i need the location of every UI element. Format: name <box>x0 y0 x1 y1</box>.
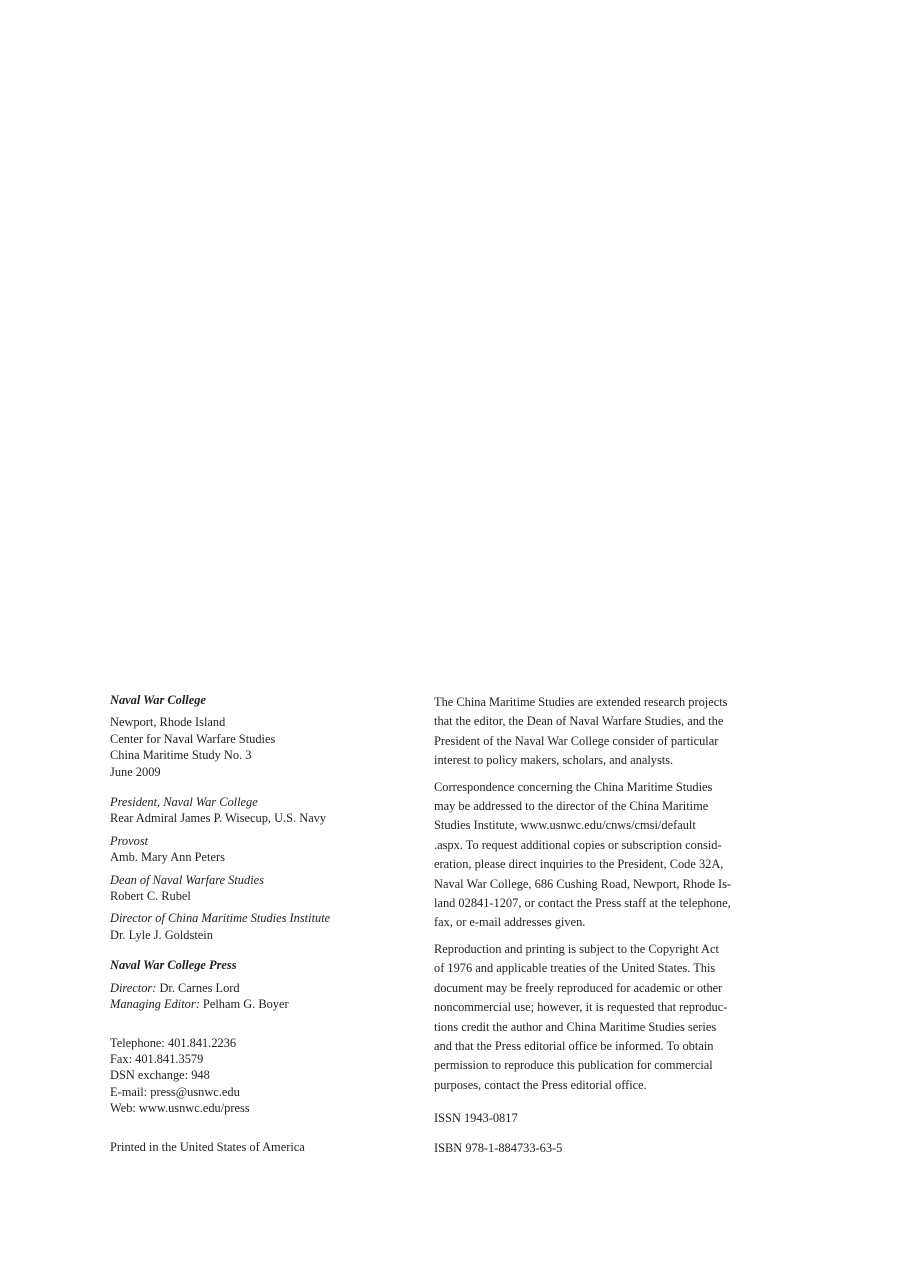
press-heading: Naval War College Press <box>110 958 237 973</box>
paragraph-line: eration, please direct inquiries to the President, Code 32A, <box>434 857 724 872</box>
paragraph-line: purposes, contact the Press editorial office. <box>434 1077 647 1092</box>
provost-name: Amb. Mary Ann Peters <box>110 850 225 865</box>
paragraph-line: Naval War College, 686 Cushing Road, Newport, Rhode Is- <box>434 876 732 891</box>
paragraph-line: noncommercial use; however, it is requested that reproduc- <box>434 1000 728 1015</box>
dsn-exchange: DSN exchange: 948 <box>110 1068 210 1083</box>
president-name: Rear Admiral James P. Wisecup, U.S. Navy <box>110 811 327 826</box>
correspondence-paragraph <box>434 778 764 933</box>
location-line: China Maritime Study No. 3 <box>110 748 252 763</box>
provost-block <box>110 833 400 866</box>
managing-editor-line <box>110 996 400 1012</box>
paragraph-line: that the editor, the Dean of Naval Warfare Studies, and the <box>434 714 724 729</box>
paragraph-line: land 02841-1207, or contact the Press staff at the telephone, <box>434 896 731 911</box>
paragraph-line: document may be freely reproduced for academic or other <box>434 980 723 995</box>
series-description-paragraph <box>434 693 764 771</box>
director-cmsi-title: Director of China Maritime Studies Institute <box>110 911 331 926</box>
contact-block <box>110 1035 400 1117</box>
college-heading: Naval War College <box>110 693 206 707</box>
colophon-right-column <box>434 693 764 1158</box>
location-line: Newport, Rhode Island <box>110 715 226 730</box>
paragraph-line: tions credit the author and China Maritime Studies series <box>434 1019 717 1034</box>
paragraph-line: Reproduction and printing is subject to the Copyright Act <box>434 941 719 956</box>
location-block <box>110 714 400 780</box>
email: E-mail: press@usnwc.edu <box>110 1084 240 1099</box>
issn: ISSN 1943-0817 <box>434 1111 518 1126</box>
fax: Fax: 401.841.3579 <box>110 1051 204 1066</box>
managing-editor-label: Managing Editor: <box>110 997 200 1012</box>
paragraph-line: permission to reproduce this publication for commercial <box>434 1058 713 1073</box>
paragraph-line: fax, or e-mail addresses given. <box>434 915 586 930</box>
director-cmsi-name: Dr. Lyle J. Goldstein <box>110 927 213 942</box>
paragraph-line: and that the Press editorial office be informed. To obtain <box>434 1038 714 1053</box>
press-director-label: Director: <box>110 980 157 995</box>
director-cmsi-block <box>110 910 400 943</box>
location-line: Center for Naval Warfare Studies <box>110 731 276 746</box>
managing-editor-name: Pelham G. Boyer <box>199 997 289 1012</box>
printed-in: Printed in the United States of America <box>110 1139 305 1154</box>
press-director-name: Dr. Carnes Lord <box>156 980 240 995</box>
paragraph-line: Studies Institute, www.usnwc.edu/cnws/cmsi/default <box>434 818 696 833</box>
paragraph-line: of 1976 and applicable treaties of the United States. This <box>434 961 716 976</box>
paragraph-line: The China Maritime Studies are extended research projects <box>434 695 728 709</box>
president-title: President, Naval War College <box>110 795 258 810</box>
telephone: Telephone: 401.841.2236 <box>110 1035 237 1050</box>
paragraph-line: interest to policy makers, scholars, and analysts. <box>434 753 674 768</box>
dean-name: Robert C. Rubel <box>110 889 191 904</box>
paragraph-line: President of the Naval War College consider of particular <box>434 733 719 748</box>
paragraph-line: may be addressed to the director of the China Maritime <box>434 799 709 814</box>
paragraph-line: Correspondence concerning the China Maritime Studies <box>434 779 713 794</box>
president-block <box>110 794 400 827</box>
isbn: ISBN 978-1-884733-63-5 <box>434 1140 563 1155</box>
printed-block <box>110 1139 400 1155</box>
location-line: June 2009 <box>110 764 161 779</box>
provost-title: Provost <box>110 833 149 848</box>
web: Web: www.usnwc.edu/press <box>110 1101 250 1116</box>
paragraph-line: .aspx. To request additional copies or subscription consid- <box>434 837 722 852</box>
dean-block <box>110 872 400 905</box>
dean-title: Dean of Naval Warfare Studies <box>110 872 264 887</box>
colophon-left-column <box>110 692 400 1155</box>
press-block <box>110 957 400 1012</box>
reproduction-paragraph <box>434 940 764 1095</box>
press-director-line <box>110 980 400 996</box>
